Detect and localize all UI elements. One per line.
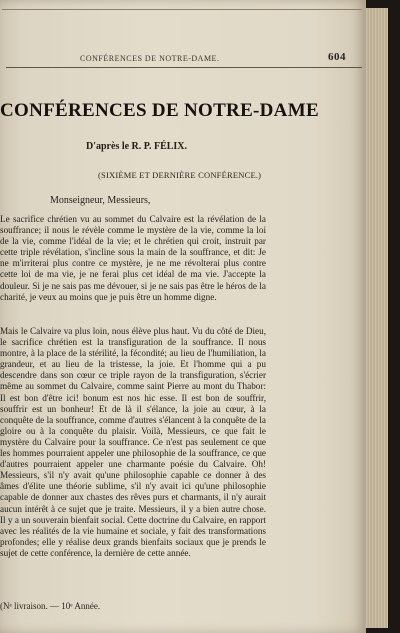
paragraph-2: Mais le Calvaire va plus loin, nous élève plus haut. Vu du côté de Dieu, le sacrifice chrétien est la transfiguration de la souffrance. Il nous montre, à la place de la stérilité, la fécondité; au lieu de l'humiliation, la grandeur, et au lieu de la tristesse, la joie. Et l'homme qui a pu descendre dans son cœur ce triple rayon de la transfiguration, s'écrier même au sommet du Calvaire, comme saint Pierre au mont du Thabor: Il est bon d'être ici! bonum est nos hic esse. Il est bon de souffrir, souffrir est un bonheur! Et de là il s'élance, la joie au cœur, à la conquête de la souffrance, comme d'autres s'élancent à la conquête de la gloire ou à la conquête du plaisir. Voilà, Messieurs, ce que fait le mystère du Calvaire pour la souffrance. Ce n'est pas seulement ce que les hommes pourraient appeler une philosophie de la souffrance, ce que d'autres pourraient appeler une charmante poésie du Calvaire. Oh! Messieurs, s'il n'y avait qu'une philosophie capable ce donner à des âmes d'élite une théorie sublime, s'il n'y avait ici qu'une philosophie capable de donner aux chastes des rêves purs et charmants, il n'y aurait aucun intérêt à ce sujet que je traite. Messieurs, il y a bien autre chose. Il y a un souverain bienfait social. Cette doctrine du Calvaire, en rapport avec les réalités de la vie humaine et sociale, y fait des transformations profondes; elle y réalise deux grands bienfaits sociaux que je prends le sujet de cette conférence, la dernière de cette année. <box>0 326 266 558</box>
header-rule <box>6 67 362 68</box>
article-subtitle: D'après le R. P. FÉLIX. <box>86 141 188 152</box>
page-header <box>0 51 362 65</box>
page-footer: (Nᵉ livraison. — 10ᵉ Année. <box>0 601 101 611</box>
salutation: Monseigneur, Messieurs, <box>50 195 151 206</box>
top-edge-line <box>2 9 362 10</box>
running-header: CONFÉRENCES DE NOTRE-DAME. <box>80 54 220 63</box>
page-number: 604 <box>328 51 346 63</box>
paragraph-1: Le sacrifice chrétien vu au sommet du Calvaire est la révélation de la souffrance; il nous le révèle comme le mystère de la vie, comme la loi de la vie, comme l'idéal de la vie; et le chrétien qui croit, instruit par cette triple révélation, s'incline sous la main de la souffrance, et dit: Je ne m'irriterai plus contre ce mystère, je ne me révolterai plus contre cette loi de ma vie, je ne ferai plus cet idéal de ma vie. J'accepte la douleur. Si je ne sais pas me dévouer, si je ne sais pas être le héros de la charité, je veux au moins que je puis être un homme digne. <box>0 214 266 302</box>
conference-note: (SIXIÈME ET DERNIÈRE CONFÉRENCE.) <box>98 170 262 180</box>
book-edge <box>366 8 388 628</box>
article-title: CONFÉRENCES DE NOTRE-DAME <box>0 100 319 121</box>
